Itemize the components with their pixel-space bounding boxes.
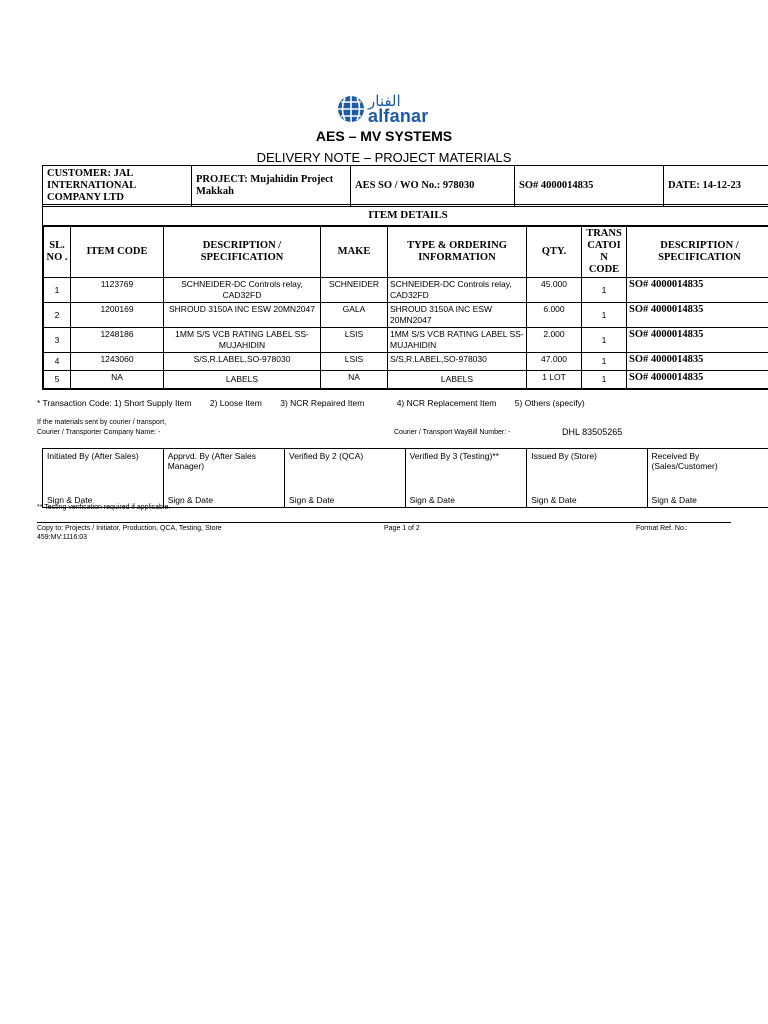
row-make: GALA bbox=[321, 303, 388, 328]
courier-intro: If the materials sent by courier / transport, bbox=[37, 419, 167, 426]
row-desc: 1MM S/S VCB RATING LABEL SS-MUJAHIDIN bbox=[164, 328, 321, 353]
signature-title: Verified By 3 (Testing)** bbox=[409, 451, 499, 461]
row-trans: 1 bbox=[582, 328, 627, 353]
copy-to: Copy to: Projects / Initiator, Production, QCA, Testing, Store bbox=[37, 525, 222, 532]
project-cell: PROJECT: Mujahidin Project Makkah bbox=[192, 166, 351, 207]
document-subtitle: DELIVERY NOTE – PROJECT MATERIALS bbox=[256, 150, 512, 165]
signature-table bbox=[42, 448, 768, 508]
row-spec: SO# 4000014835 bbox=[627, 303, 768, 328]
table-row bbox=[44, 303, 768, 328]
row-make: NA bbox=[321, 371, 388, 389]
sign-date-label: Sign & Date bbox=[47, 495, 93, 505]
transaction-code-lead: * Transaction Code: 1) Short Supply Item bbox=[37, 398, 192, 408]
row-trans: 1 bbox=[582, 353, 627, 371]
page-number: Page 1 of 2 bbox=[384, 525, 420, 532]
row-spec: SO# 4000014835 bbox=[627, 278, 768, 303]
row-make: LSIS bbox=[321, 328, 388, 353]
row-qty: 45.000 bbox=[527, 278, 582, 303]
so-cell: SO# 4000014835 bbox=[515, 166, 664, 207]
sign-date-label: Sign & Date bbox=[651, 495, 697, 505]
row-sl: 1 bbox=[44, 278, 71, 303]
header-table bbox=[42, 165, 768, 207]
row-code: 1123769 bbox=[71, 278, 164, 303]
waybill-value: DHL 83505265 bbox=[562, 427, 623, 437]
item-details-title: ITEM DETAILS bbox=[43, 205, 768, 226]
col-description: DESCRIPTION / SPECIFICATION bbox=[164, 227, 321, 278]
col-spec: DESCRIPTION / SPECIFICATION bbox=[627, 227, 768, 278]
sign-date-label: Sign & Date bbox=[531, 495, 577, 505]
footer-divider bbox=[37, 522, 731, 523]
table-row bbox=[44, 278, 768, 303]
row-qty: 47.000 bbox=[527, 353, 582, 371]
row-desc: SHROUD 3150A INC ESW 20MN2047 bbox=[164, 303, 321, 328]
items-table bbox=[43, 226, 768, 389]
row-qty: 1 LOT bbox=[527, 371, 582, 389]
row-sl: 5 bbox=[44, 371, 71, 389]
testing-note: ** Testing verification required if applicable. bbox=[37, 504, 171, 511]
signature-cell bbox=[647, 449, 768, 508]
table-row bbox=[44, 371, 768, 389]
signature-cell bbox=[285, 449, 406, 508]
row-make: SCHNEIDER bbox=[321, 278, 388, 303]
col-item-code: ITEM CODE bbox=[71, 227, 164, 278]
signature-title: Initiated By (After Sales) bbox=[47, 451, 139, 461]
row-spec: SO# 4000014835 bbox=[627, 328, 768, 353]
row-desc: SCHNEIDER-DC Controls relay, CAD32FD bbox=[164, 278, 321, 303]
row-code: 1248186 bbox=[71, 328, 164, 353]
signature-title: Received By (Sales/Customer) bbox=[651, 451, 718, 471]
row-trans: 1 bbox=[582, 303, 627, 328]
format-ref: Format Ref. No.: bbox=[636, 525, 688, 532]
document-title: AES – MV SYSTEMS bbox=[315, 128, 453, 144]
transaction-code-3: 3) NCR Repaired Item bbox=[280, 398, 365, 408]
row-make: LSIS bbox=[321, 353, 388, 371]
transaction-codes bbox=[37, 398, 601, 408]
signature-cell bbox=[405, 449, 527, 508]
row-code: 1243060 bbox=[71, 353, 164, 371]
col-qty: QTY. bbox=[527, 227, 582, 278]
signature-cell bbox=[527, 449, 647, 508]
row-spec: SO# 4000014835 bbox=[627, 371, 768, 389]
signature-cell bbox=[163, 449, 284, 508]
document-ref: 459:MV:1116:03 bbox=[37, 534, 88, 541]
signature-title: Verified By 2 (QCA) bbox=[289, 451, 364, 461]
date-cell: DATE: 14-12-23 bbox=[664, 166, 768, 207]
sign-date-label: Sign & Date bbox=[289, 495, 335, 505]
transaction-code-5: 5) Others (specify) bbox=[514, 398, 585, 408]
sign-date-label: Sign & Date bbox=[409, 495, 455, 505]
item-details-section bbox=[42, 204, 768, 390]
row-trans: 1 bbox=[582, 278, 627, 303]
row-qty: 2.000 bbox=[527, 328, 582, 353]
signature-cell bbox=[43, 449, 164, 508]
row-desc: S/S,R.LABEL,SO-978030 bbox=[164, 353, 321, 371]
logo-arabic-text: الفنار bbox=[368, 93, 401, 110]
signature-title: Apprvd. By (After Sales Manager) bbox=[167, 451, 257, 471]
row-trans: 1 bbox=[582, 371, 627, 389]
row-type: SCHNEIDER-DC Controls relay, CAD32FD bbox=[388, 278, 527, 303]
row-sl: 4 bbox=[44, 353, 71, 371]
row-sl: 3 bbox=[44, 328, 71, 353]
table-row bbox=[44, 353, 768, 371]
col-trans-code: TRANS CATOI N CODE bbox=[582, 227, 627, 278]
transaction-code-2: 2) Loose Item bbox=[209, 398, 262, 408]
row-type: S/S,R.LABEL,SO-978030 bbox=[388, 353, 527, 371]
row-desc: LABELS bbox=[164, 371, 321, 389]
row-code: 1200169 bbox=[71, 303, 164, 328]
aes-so-cell: AES SO / WO No.: 978030 bbox=[351, 166, 515, 207]
row-qty: 6.000 bbox=[527, 303, 582, 328]
waybill-label: Courier / Transport WayBill Number: - bbox=[394, 429, 511, 436]
customer-cell: CUSTOMER: JAL INTERNATIONAL COMPANY LTD bbox=[43, 166, 192, 207]
courier-company-label: Courier / Transporter Company Name: - bbox=[37, 429, 161, 436]
globe-icon bbox=[336, 94, 366, 124]
transaction-code-4: 4) NCR Replacement Item bbox=[396, 398, 497, 408]
table-row bbox=[44, 328, 768, 353]
row-type: SHROUD 3150A INC ESW 20MN2047 bbox=[388, 303, 527, 328]
col-make: MAKE bbox=[321, 227, 388, 278]
row-spec: SO# 4000014835 bbox=[627, 353, 768, 371]
logo-english-text: alfanar bbox=[368, 106, 429, 126]
sign-date-label: Sign & Date bbox=[167, 495, 214, 505]
signature-title: Issued By (Store) bbox=[531, 451, 597, 461]
row-type: 1MM S/S VCB RATING LABEL SS-MUJAHIDIN bbox=[388, 328, 527, 353]
row-sl: 2 bbox=[44, 303, 71, 328]
row-code: NA bbox=[71, 371, 164, 389]
col-type: TYPE & ORDERING INFORMATION bbox=[388, 227, 527, 278]
row-type: LABELS bbox=[388, 371, 527, 389]
col-sl: SL. NO . bbox=[44, 227, 71, 278]
